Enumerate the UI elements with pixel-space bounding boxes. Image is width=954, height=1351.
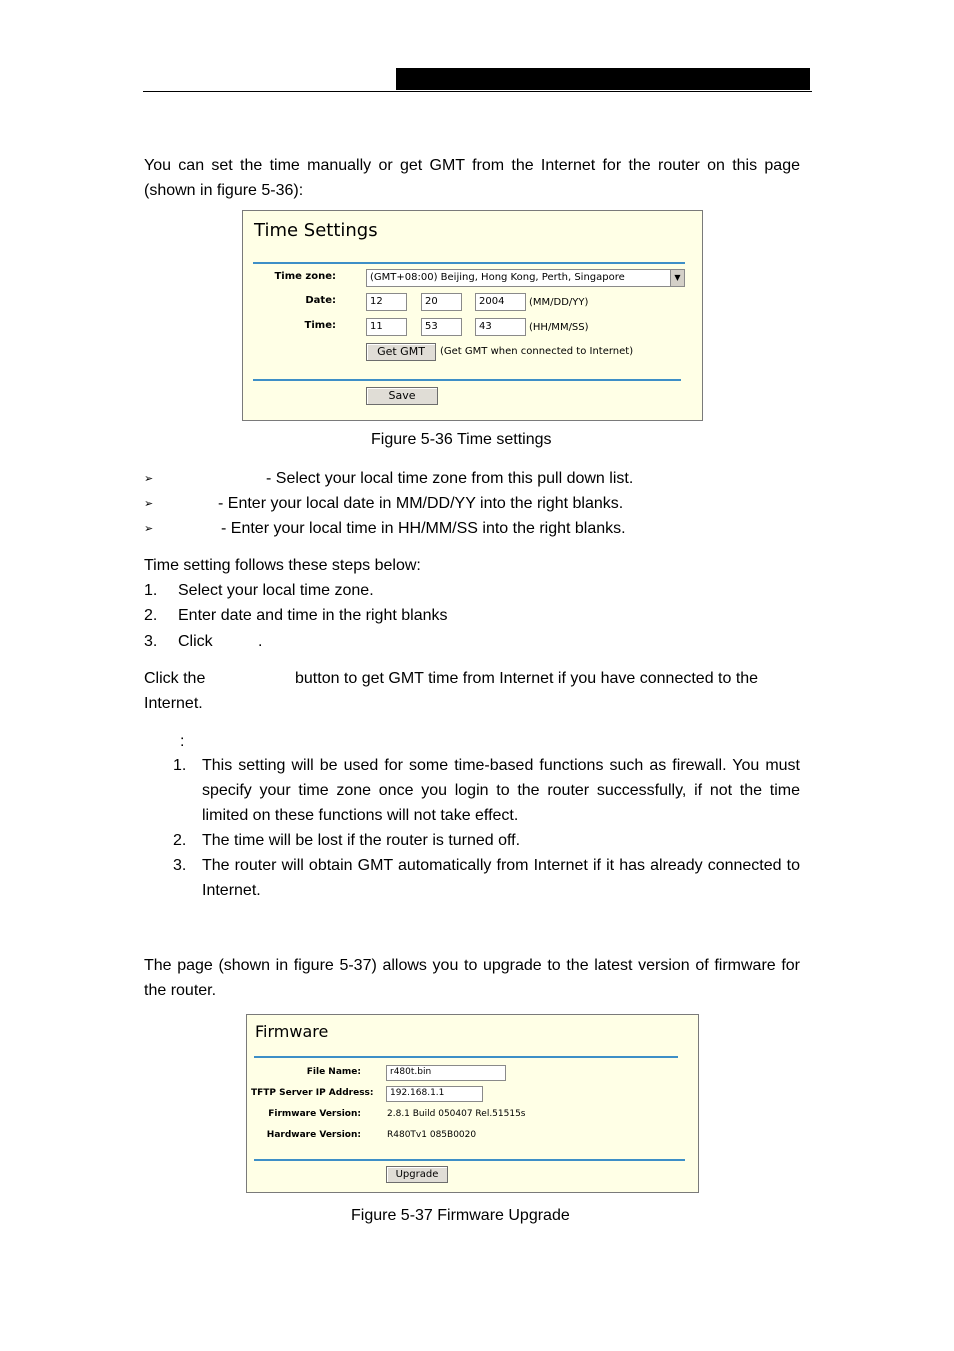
bullet-time: - Enter your local time in HH/MM/SS into the right blanks. [221, 520, 626, 537]
firmware-panel [246, 1014, 699, 1193]
firmware-version-label: Firmware Version: [268, 1109, 361, 1119]
time-hour-input[interactable]: 11 [366, 318, 407, 336]
figure-5-37-caption: Figure 5-37 Firmware Upgrade [351, 1207, 570, 1224]
time-second-input[interactable]: 43 [475, 318, 526, 336]
date-day-input[interactable]: 20 [421, 293, 462, 311]
time-format-hint: (HH/MM/SS) [529, 322, 589, 333]
panel-title: Time Settings [254, 220, 378, 241]
file-name-input[interactable]: r480t.bin [386, 1065, 506, 1081]
header-bar [396, 68, 810, 90]
step-number: 1. [144, 582, 158, 599]
firmware-intro: The page (shown in figure 5-37) allows you to upgrade to the latest version of firmware for the router. [144, 957, 800, 999]
time-zone-value: (GMT+08:00) Beijing, Hong Kong, Perth, Singapore [370, 272, 625, 283]
panel-title: Firmware [255, 1022, 329, 1041]
hardware-version-value: R480Tv1 085B0020 [387, 1130, 477, 1140]
step-text: Enter date and time in the right blanks [178, 607, 448, 624]
gmt-para-line2: Internet. [144, 695, 203, 712]
upgrade-button[interactable]: Upgrade [386, 1166, 448, 1183]
step-3-period: . [258, 633, 263, 650]
date-month-input[interactable]: 12 [366, 293, 407, 311]
file-name-label: File Name: [306, 1067, 361, 1077]
step-item [144, 603, 448, 628]
bullet-date: - Enter your local date in MM/DD/YY into the right blanks. [218, 495, 624, 512]
note-number: 2. [173, 832, 187, 849]
bullet-arrow-icon: ➢ [144, 523, 154, 535]
gmt-para-rest: button to get GMT time from Internet if you have connected to the [295, 670, 759, 687]
time-zone-select[interactable] [366, 269, 685, 287]
steps-intro: Time setting follows these steps below: [144, 557, 421, 574]
step-item [144, 578, 374, 603]
divider [254, 1056, 678, 1058]
bullet-arrow-icon: ➢ [144, 498, 154, 510]
date-label: Date: [305, 295, 336, 306]
date-year-input[interactable]: 2004 [475, 293, 526, 311]
note-text: This setting will be used for some time-based functions such as firewall. You must specify your time zone once you login to the router successfully, if not the time limited on these functions will not take effect. [202, 757, 800, 824]
get-gmt-note: (Get GMT when connected to Internet) [440, 346, 634, 357]
note-colon: : [180, 733, 185, 750]
note-text: The time will be lost if the router is turned off. [202, 832, 521, 849]
step-item [144, 629, 213, 654]
note-text: The router will obtain GMT automatically from Internet if it has already connected to Internet. [202, 857, 800, 899]
step-number: 2. [144, 607, 158, 624]
note-number: 1. [173, 757, 187, 774]
save-button[interactable]: Save [366, 387, 438, 405]
get-gmt-button[interactable]: Get GMT [366, 343, 436, 361]
tftp-server-label: TFTP Server IP Address: [251, 1088, 374, 1098]
divider [254, 1159, 685, 1161]
firmware-version-value: 2.8.1 Build 050407 Rel.51515s [387, 1109, 526, 1119]
time-settings-panel [242, 210, 703, 421]
date-format-hint: (MM/DD/YY) [529, 297, 589, 308]
tftp-server-input[interactable]: 192.168.1.1 [386, 1086, 483, 1102]
note-number: 3. [173, 857, 187, 874]
header-rule [143, 91, 812, 92]
step-text: Select your local time zone. [178, 582, 374, 599]
chevron-down-icon[interactable]: ▼ [670, 270, 684, 286]
gmt-para-start: Click the [144, 670, 206, 687]
time-label: Time: [304, 320, 336, 331]
figure-5-36-caption: Figure 5-36 Time settings [371, 431, 552, 448]
time-minute-input[interactable]: 53 [421, 318, 462, 336]
divider [253, 262, 685, 264]
bullet-time-zone: - Select your local time zone from this pull down list. [266, 470, 634, 487]
intro-paragraph: You can set the time manually or get GMT from the Internet for the router on this page (shown in figure 5-36): [144, 157, 800, 199]
time-zone-label: Time zone: [274, 271, 336, 282]
divider [253, 379, 681, 381]
hardware-version-label: Hardware Version: [266, 1130, 361, 1140]
step-text: Click [178, 633, 213, 650]
bullet-arrow-icon: ➢ [144, 473, 154, 485]
step-number: 3. [144, 633, 158, 650]
